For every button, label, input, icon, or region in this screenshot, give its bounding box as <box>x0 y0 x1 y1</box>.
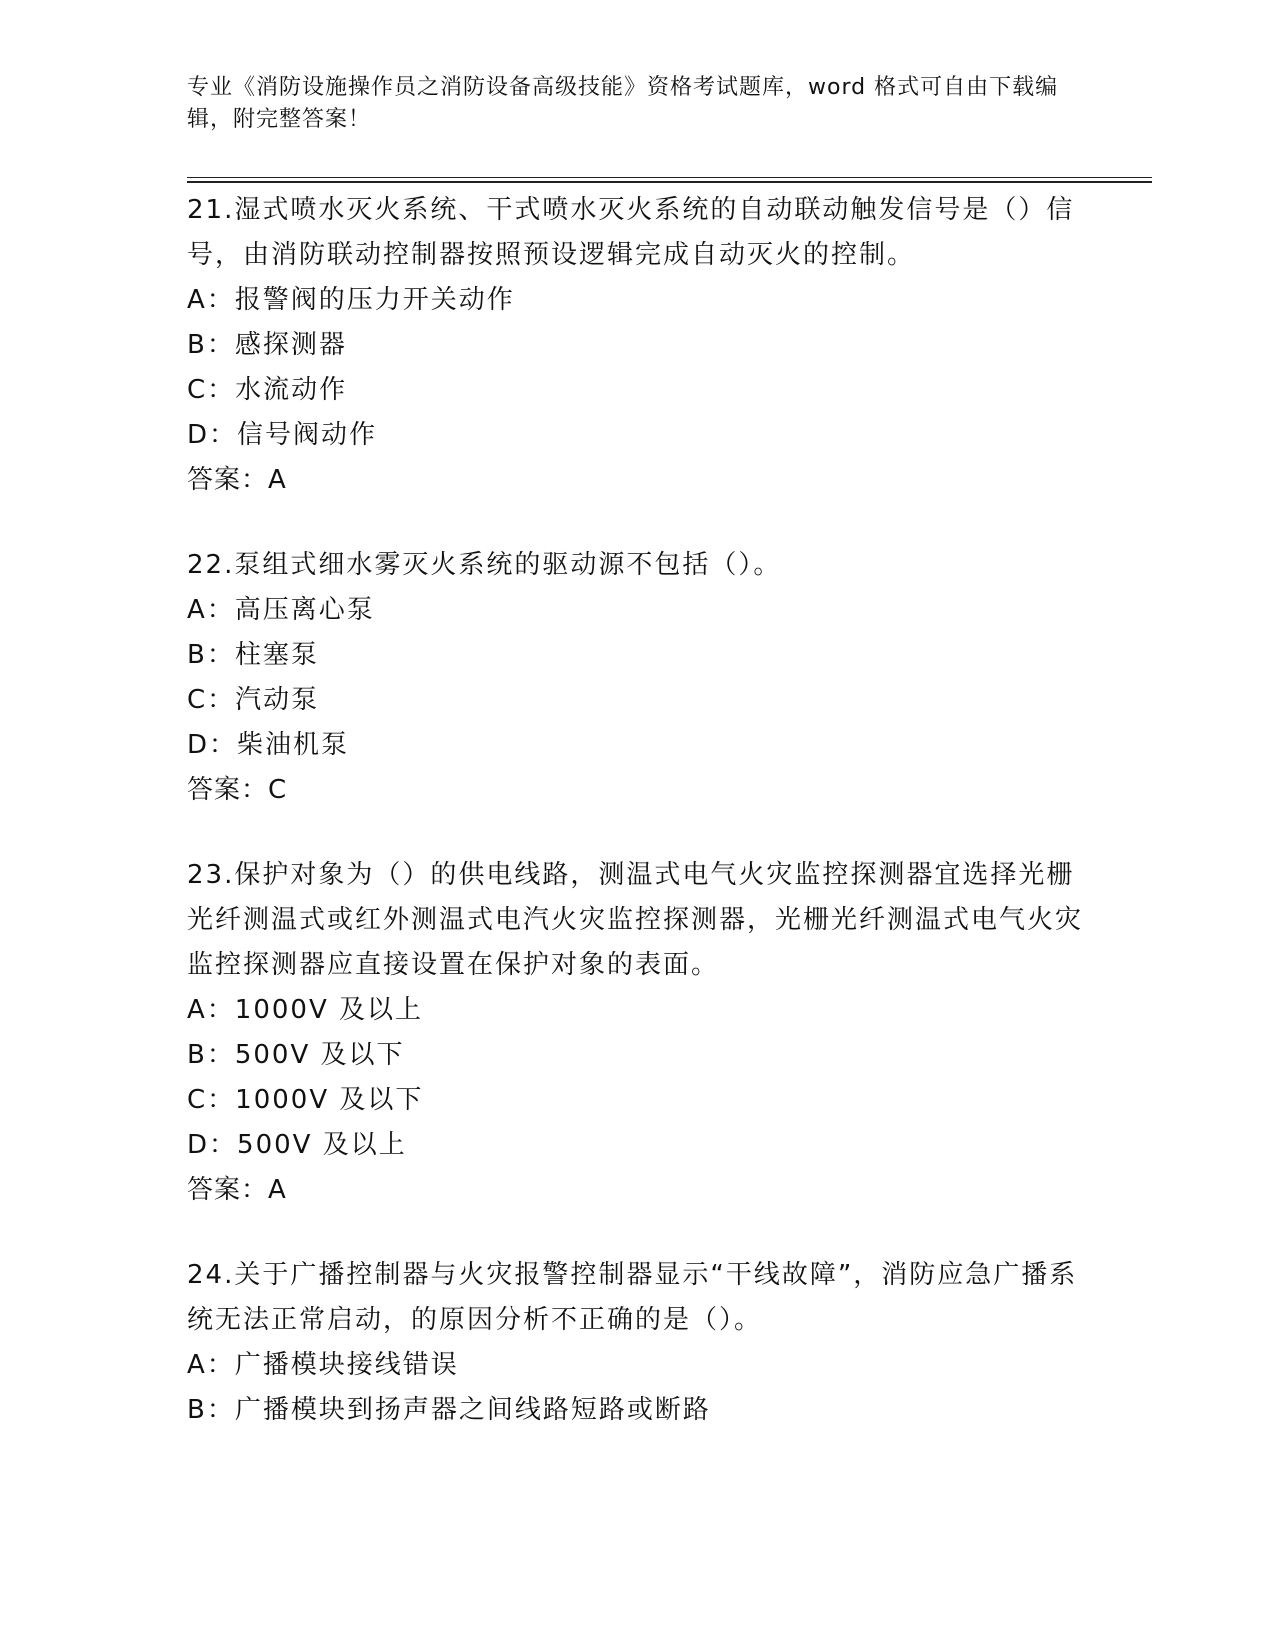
document-header: 专业《消防设施操作员之消防设备高级技能》资格考试题库，word 格式可自由下载编辑，附完整答案！ <box>187 75 1059 132</box>
option-c: C：1000V 及以下 <box>187 1085 424 1115</box>
option-a: A：高压离心泵 <box>187 595 375 625</box>
question-21 <box>187 188 1087 503</box>
option-a: A：1000V 及以上 <box>187 995 424 1025</box>
header-divider-thick <box>187 181 1152 183</box>
answer: 答案：C <box>187 775 288 805</box>
option-c: C：水流动作 <box>187 375 348 405</box>
option-a: A：广播模块接线错误 <box>187 1350 459 1380</box>
option-d: D：500V 及以上 <box>187 1130 407 1160</box>
question-24 <box>187 1253 1087 1433</box>
question-stem: 23.保护对象为（）的供电线路，测温式电气火灾监控探测器宜选择光栅光纤测温式或红外测温式电汽火灾监控探测器，光栅光纤测温式电气火灾监控探测器应直接设置在保护对象的表面。 <box>187 860 1084 980</box>
question-stem: 21.湿式喷水灭火系统、干式喷水灭火系统的自动联动触发信号是（）信号，由消防联动控制器按照预设逻辑完成自动灭火的控制。 <box>187 195 1075 270</box>
answer: 答案：A <box>187 465 287 495</box>
option-d: D：信号阀动作 <box>187 420 378 450</box>
question-23 <box>187 853 1087 1213</box>
option-b: B：感探测器 <box>187 330 347 360</box>
option-b: B：500V 及以下 <box>187 1040 405 1070</box>
header-divider-thin <box>187 177 1152 178</box>
question-stem: 24.关于广播控制器与火灾报警控制器显示“干线故障”，消防应急广播系统无法正常启动，的原因分析不正确的是（）。 <box>187 1260 1078 1335</box>
option-b: B：广播模块到扬声器之间线路短路或断路 <box>187 1395 711 1425</box>
question-22 <box>187 543 1087 813</box>
option-a: A：报警阀的压力开关动作 <box>187 285 515 315</box>
question-stem: 22.泵组式细水雾灭火系统的驱动源不包括（）。 <box>187 550 782 580</box>
answer: 答案：A <box>187 1175 287 1205</box>
option-c: C：汽动泵 <box>187 685 320 715</box>
option-b: B：柱塞泵 <box>187 640 319 670</box>
option-d: D：柴油机泵 <box>187 730 350 760</box>
question-list <box>187 188 1087 1433</box>
